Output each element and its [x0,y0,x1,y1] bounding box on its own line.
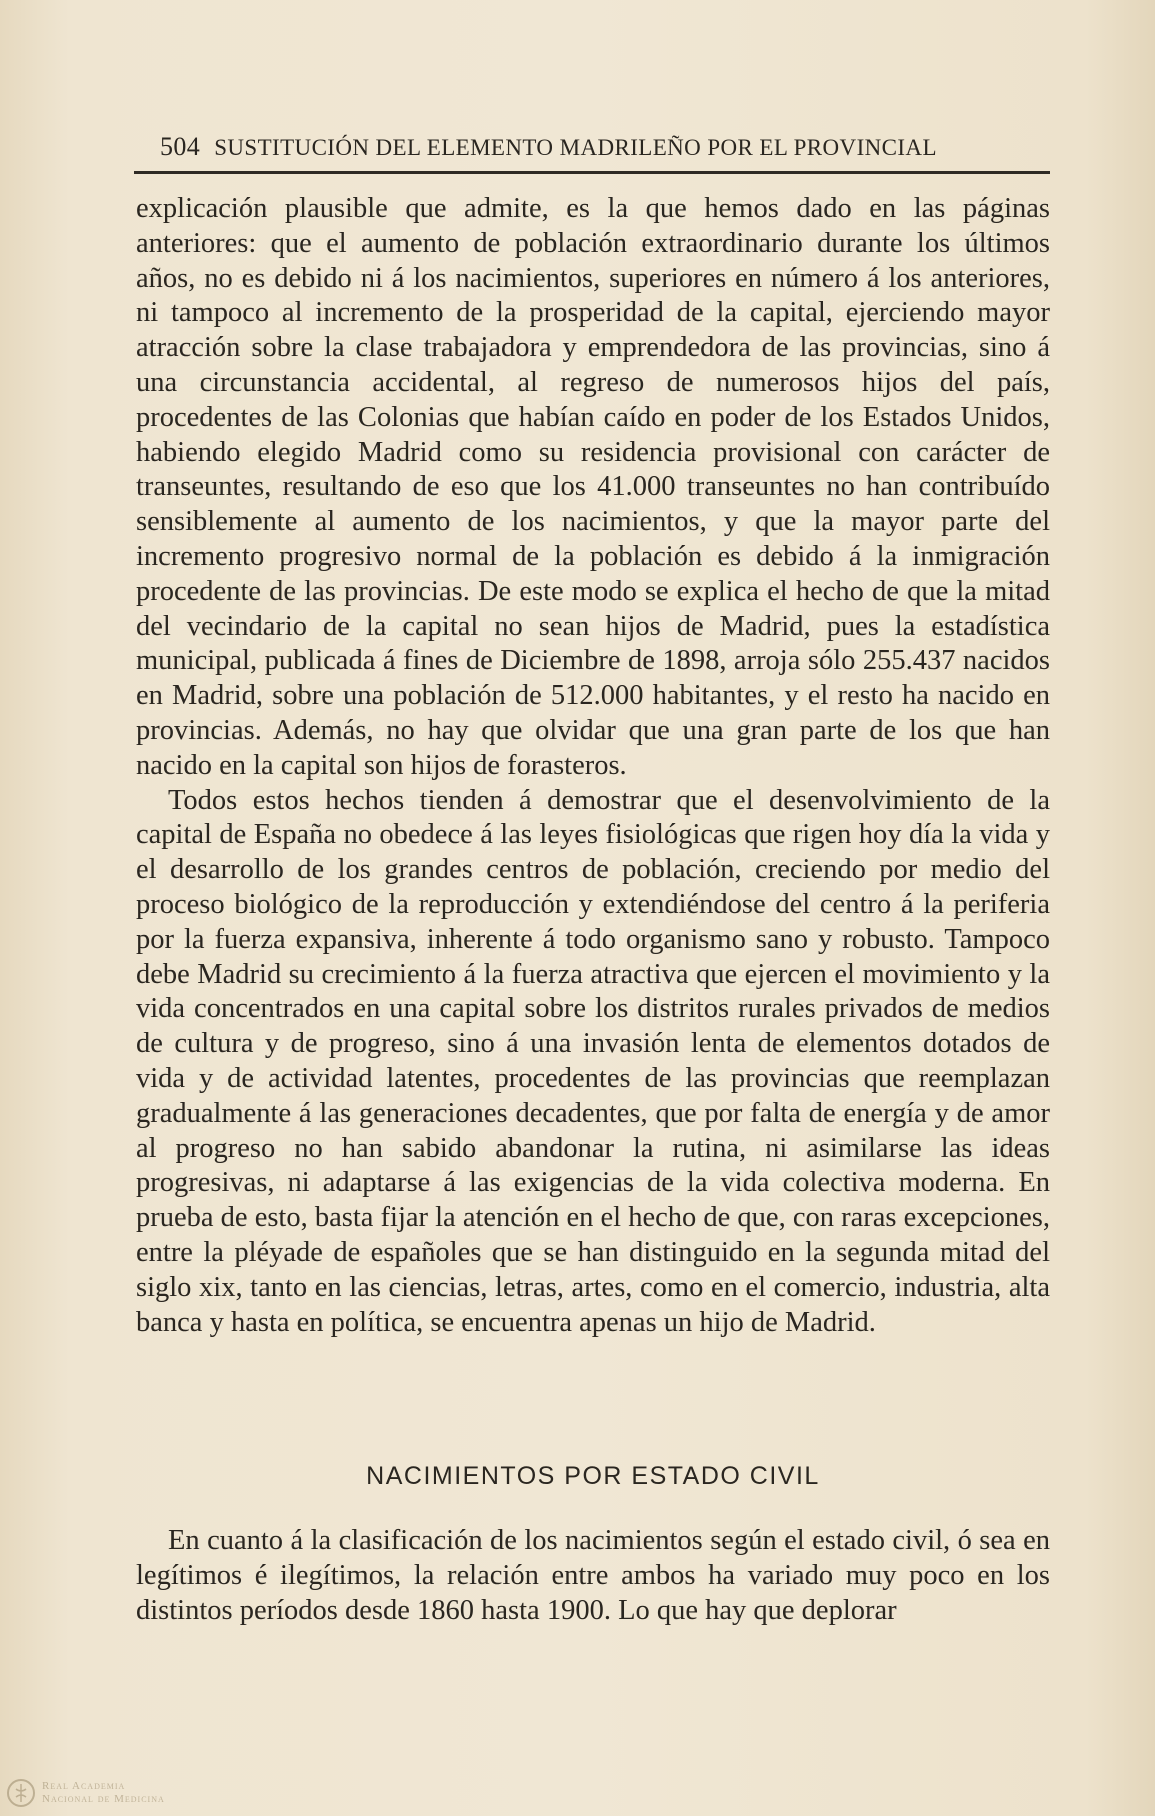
stamp-line-1: Real Academia [42,1780,126,1792]
page-number: 504 [160,132,201,161]
running-title: SUSTITUCIÓN DEL ELEMENTO MADRILEÑO POR EL PROVINCIAL [214,135,937,160]
stamp-line-2: Nacional de Medicina [42,1793,165,1805]
section-heading: NACIMIENTOS POR ESTADO CIVIL [366,1462,820,1490]
paragraph-continuation: explicación plausible que admite, es la que hemos dado en las páginas anteriores: que el aumento de población extraordinario durante los últimos años, no es debido ni á los nacimientos, superiores en número á los anteriores, ni tampoco al incremento de la prosperidad de la capital, ejerciendo mayor atracción sobre la clase trabajadora y emprendedora de las provincias, sino á una circunstancia accidental, al regreso de numerosos hijos del país, procedentes de las Colonias que habían caído en poder de los Estados Unidos, habiendo elegido Madrid como su residencia provisional con carácter de transeuntes, resultando de eso que los 41.000 transeuntes no han contribuído sensiblemente al aumento de los nacimientos, y que la mayor parte del incremento progresivo normal de la población es debido á la inmigración procedente de las provincias. De este modo se explica el hecho de que la mitad del vecindario de la capital no sean hijos de Madrid, pues la estadística municipal, publicada á fines de Diciembre de 1898, arroja sólo 255.437 nacidos en Madrid, sobre una población de 512.000 habitantes, y el resto ha nacido en provincias. Además, no hay que olvidar que una gran parte de los que han nacido en la capital son hijos de forasteros. [136,193,1050,781]
library-stamp [6,1778,165,1808]
main-text [136,192,1050,1340]
academy-seal-icon [6,1778,36,1808]
running-head [160,132,1050,162]
paragraph: Todos estos hechos tienden á demostrar que el desenvolvimiento de la capital de España no obedece á las leyes fisiológicas que rigen hoy día la vida y el desarrollo de los grandes centros de población, creciendo por medio del proceso biológico de la reproducción y extendiéndose del centro á la periferia por la fuerza expansiva, inherente á todo organismo sano y robusto. Tampoco debe Madrid su crecimiento á la fuerza atractiva que ejercen el movimiento y la vida concentrados en una capital sobre los distritos rurales privados de medios de cultura y de progreso, sino á una invasión lenta de elementos dotados de vida y de actividad latentes, procedentes de las provincias que reemplazan gradualmente á las generaciones decadentes, que por falta de energía y de amor al progreso no han sabido abandonar la rutina, ni asimilarse las ideas progresivas, ni adaptarse á las exigencias de la vida colectiva moderna. En prueba de esto, basta fijar la atención en el hecho de que, con raras excepciones, entre la pléyade de españoles que se han distinguido en la segunda mitad del siglo xix, tanto en las ciencias, letras, artes, como en el comercio, industria, alta banca y hasta en política, se encuentra apenas un hijo de Madrid. [136,784,1050,1338]
section-text [136,1524,1050,1628]
stamp-text [42,1780,165,1806]
section-paragraph: En cuanto á la clasificación de los nacimientos según el estado civil, ó sea en legítimos é ilegítimos, la relación entre ambos ha variado muy poco en los distintos períodos desde 1860 hasta 1900. Lo que hay que deplorar [136,1525,1050,1626]
header-rule [134,171,1050,174]
